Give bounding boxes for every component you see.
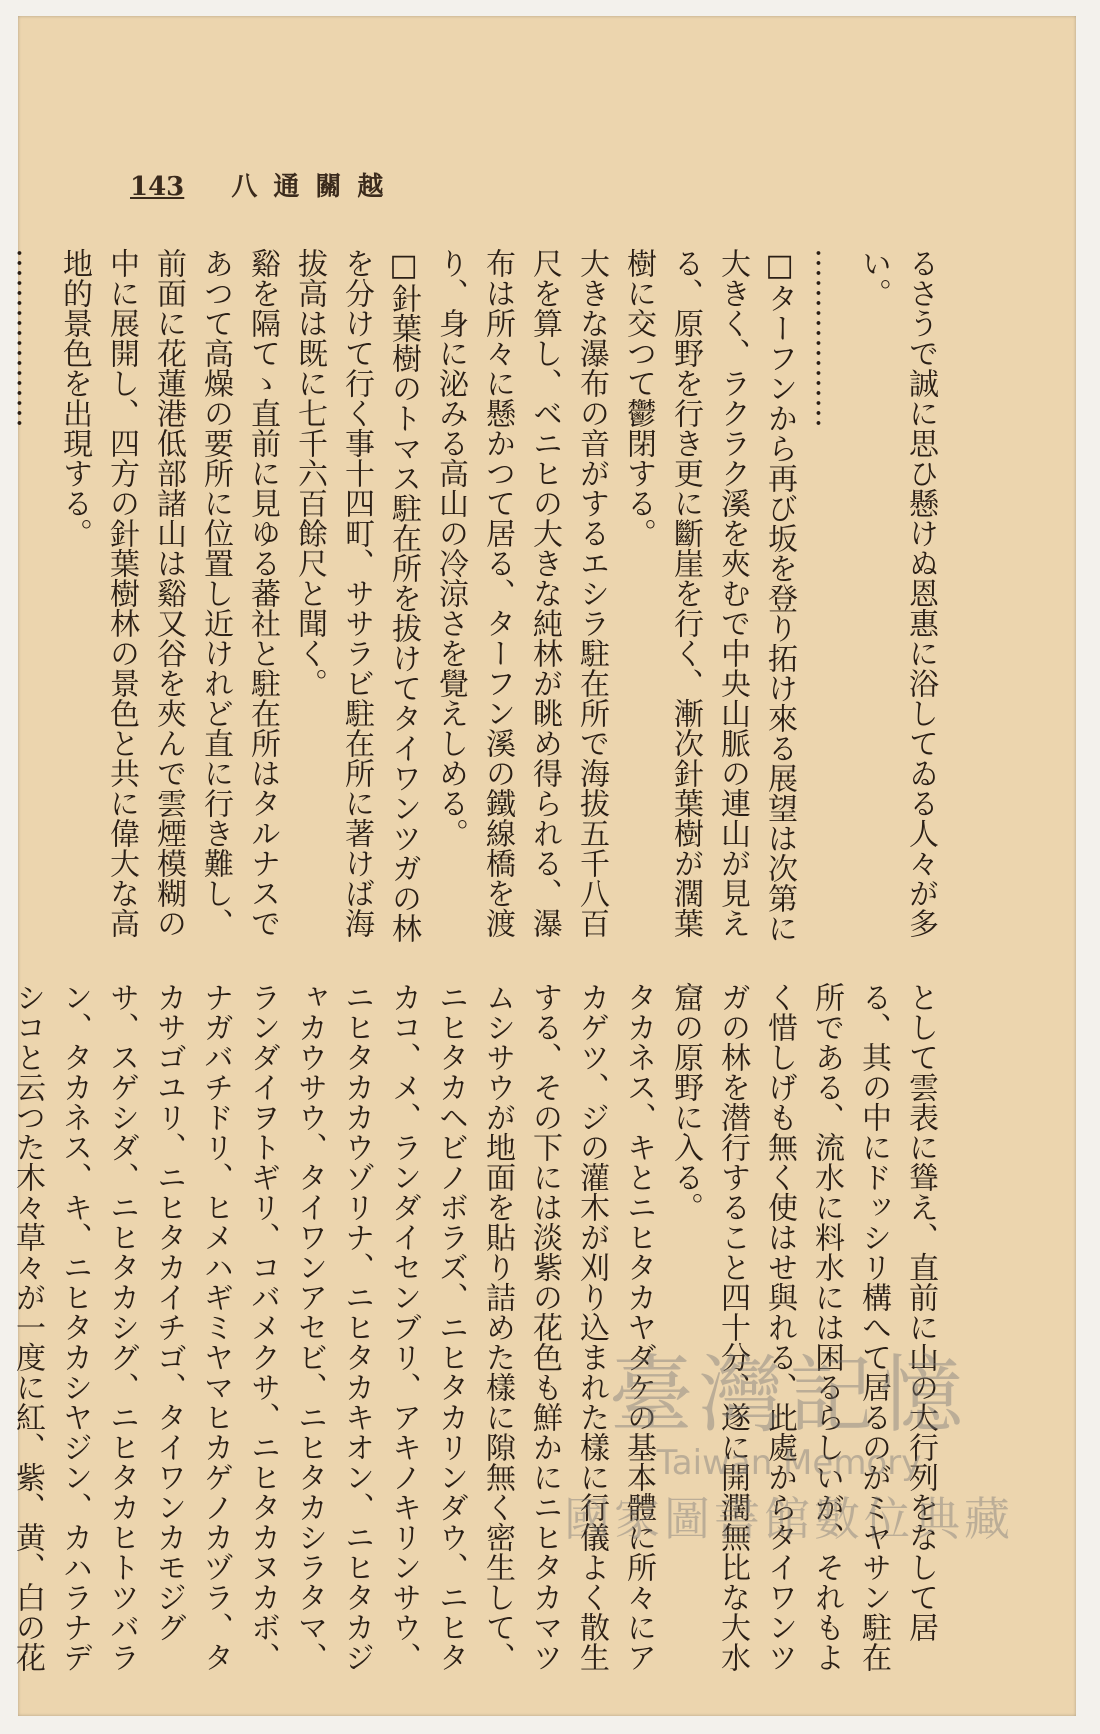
paragraph: 大きな瀑布の音がするエシラ駐在所で海拔五千八百尺を算し、ベニヒの大きな純林が眺め得られる、瀑布は所々に懸かつて居る、ターフン溪の鐵線橋を渡り、身に泌みる高山の冷涼さを覺えしめる。 bbox=[433, 248, 609, 938]
paragraph: タカネス、キとニヒタカヤダケの基本體に所々にアカゲツ、ジの灌木が刈り込まれた樣に行儀よく散生する、その下には淡紫の花色も鮮かにニヒタカマツムシサウが地面を貼り詰めた樣に隙無く密生して、ニヒタカヘビノボラズ、ニヒタカリンダウ、ニヒタカコ、メ、ランダイセンブリ、アキノキリンサウ、ニヒタカカウゾリナ、ニヒタカキオン、ニヒタカジャカウサウ、タイワンアセビ、ニヒタカシラタマ、ランダイヲトギリ、コバメクサ、ニヒタカヌカボ、ナガバチドリ、ヒメハギミヤマヒカゲノカヅラ、タカサゴユリ、ニヒタカイチゴ、タイワンカモジグサ、スゲシダ、ニヒタカシグ、ニヒタカヒトツバラン、タカネス、キ、ニヒタカシヤジン、カハラナデシコと云つた木々草々が一度に紅、紫、黄、白の花 bbox=[10, 982, 656, 1672]
running-header bbox=[130, 166, 399, 203]
paragraph bbox=[0, 248, 4, 948]
paragraph: 谿を隔てゝ直前に見ゆる蕃社と駐在所はタルナスであつて高燥の要所に位置し近けれど直に行き難し、前面に花蓮港低部諸山は谿又谷を夾んで雲煙模糊の中に展開し、四方の針葉樹林の景色と共に偉大な高地的景色を出現する。 bbox=[57, 248, 280, 938]
book-page bbox=[10, 16, 1076, 1716]
text-block-upper bbox=[0, 248, 944, 948]
paragraph: るさうで誠に思ひ懸けぬ恩惠に浴してゐる人々が多い。 bbox=[856, 248, 938, 938]
ellipsis-divider: ……………… bbox=[10, 248, 45, 428]
paragraph: □ターフンから再び坂を登り拓け來る展望は次第に大きく、ラクラク溪を夾むで中央山脈の連山が見える、原野を行き更に斷崖を行く、漸次針葉樹が濶葉樹に交つて鬱閉する。 bbox=[621, 248, 797, 943]
watermark-english: Taiwan Memory bbox=[656, 1443, 922, 1483]
watermark bbox=[564, 1328, 1014, 1549]
ellipsis-divider: ……………… bbox=[809, 248, 844, 428]
page-number: 143 bbox=[130, 172, 185, 202]
watermark-title: 臺灣記憶 bbox=[608, 1346, 969, 1444]
paragraph: □針葉樹のトマス駐在所を拔けてタイワンツガの林を分けて行く事十四町、ササラビ駐在所に著けば海拔高は既に七千六百餘尺と聞く。 bbox=[292, 248, 421, 943]
watermark-institution: 國家圖書館數位典藏 bbox=[564, 1492, 1014, 1546]
paragraph: として雲表に聳え、直前に山の大行列をなして居る、其の中にドッシリ構へて居るのがミヤサン駐在所である、流水に料水には困るらしいが、それもよく惜しげも無く使はせ與れる、此處からタイワンツガの林を潜行すること四十分、遂に開濶無比な大水窟の原野に入る。 bbox=[668, 982, 938, 1672]
chapter-title: 八通關越 bbox=[231, 172, 400, 202]
